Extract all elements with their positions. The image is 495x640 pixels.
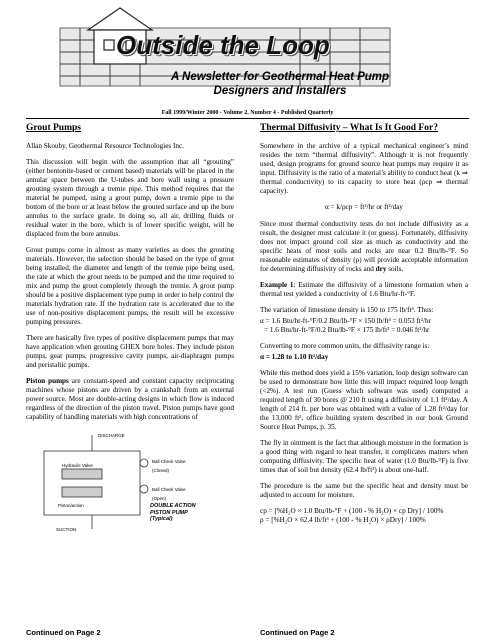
- newsletter-subtitle: [150, 70, 410, 98]
- label-suction: SUCTION: [56, 527, 77, 532]
- article-heading: Thermal Diffusivity – What Is It Good For?: [260, 123, 438, 133]
- continued-left: Continued on Page 2: [26, 628, 101, 637]
- issue-line: Fall 1999/Winter 2000 - Volume 2, Number 4 - Published Quarterly: [161, 110, 334, 116]
- calc-line: = 1.6 Btu/hr-ft-°F/0.2 Btu/lb-°F × 175 lb/ft³ = 0.046 ft²/hr: [264, 326, 430, 334]
- pump-schematic-icon: [26, 429, 234, 534]
- label-ball-open: Ball Check Valve (Open): [152, 487, 186, 501]
- formula-cp: cp = [%H₂O × 1.0 Btu/lb-°F + (100 - % H₂O) × cp Dry] / 100%: [260, 507, 444, 515]
- paragraph-text: : Estimate the diffusivity of a limestone formation when a thermal test yielded a conductivity of 1.6 Btu/hr-ft-°F.: [260, 281, 469, 298]
- paragraph: Converting to more common units, the diffusivity range is:: [260, 342, 430, 350]
- author-line: Allan Skouby, Geothermal Resource Technologies Inc.: [26, 142, 184, 150]
- label-discharge: DISCHARGE: [98, 433, 125, 438]
- caption-line: (Typical): [150, 516, 173, 522]
- newsletter-title: Outside the Loop: [116, 30, 330, 60]
- result-line: α = 1.28 to 1.10 ft²/day: [260, 353, 329, 361]
- paragraph: [26, 377, 234, 422]
- article-heading: Grout Pumps: [26, 123, 81, 133]
- emphasis: dry: [375, 265, 387, 273]
- paragraph-text: Since most thermal conductivity tests do not include diffusivity as a result, the designer must calculate it (or guess). Fortunately, diffusivity does not impact ground coil size as much as conductivity and the specific heats of most soils and rocks are near 0.2 Btu/lb-°F. So reasonable estimates of density (ρ) will provide acceptable information for determining diffusivity of rocks and: [260, 220, 468, 273]
- paragraph: This discussion will begin with the assumption that all “grouting” (either bentonite-based or cement based) materials will be placed in the annular space between the U-tubes and bore wall using a pressure grouting system through a tremie pipe. This method requires that the material be pumped, using a grout pump, down a tremie pipe to the bottom of the bore or at least below the grouted surface and up the bore annulus to the surface grade. In doing so, all air, drilling fluids or residual water in the bore, which is of lower specific weight, will be displaced from the bore annulus.: [26, 158, 234, 238]
- paragraph: The fly in ointment is the fact that although moisture in the formation is a good thing with regard to heat transfer, it complicates matters when computing diffusivity. The specific heat of water (1.0 Btu/lb-°F) is five times that of soil but density (62.4 lb/ft³) is about one-half.: [260, 439, 468, 474]
- label-ball-closed: Ball Check Valve (Closed): [152, 459, 186, 473]
- piston-pump-diagram: [26, 429, 234, 534]
- calc-line: α = 1.6 Btu/hr-ft-°F/0.2 Btu/lb-°F × 150 lb/ft³ = 0.053 ft²/hr: [260, 317, 431, 325]
- diagram-caption: [150, 503, 196, 523]
- label-hydraulic: Hydraulic Valve: [62, 463, 93, 468]
- paragraph-text: are constant-speed and constant capacity reciprocating machines whose pistons are driven by a crankshaft from an external power source. Most are double-acting designs in which flow is induced regardless of the direction of the piston travel. Piston pumps have good capability of handling materials with high concentrations of: [26, 377, 234, 421]
- paragraph: Grout pumps come in almost as many varieties as does the grouting materials. However, the selection should be based on the type of grout being installed, the diameter and length of the tremie pipe being used, the rate at which the grout needs to be pumped and the time required to mix and pump the grout completely through the tremie. A grout pump should be a positive displacement type pump in order to help control the materials hydration rate. If the hydration rate is accelerated due to the use of non-positive displacement pumps, the result will be excessive pumping pressures.: [26, 246, 234, 326]
- caption-line: PISTON PUMP: [150, 509, 188, 516]
- divider: [26, 118, 469, 119]
- paragraph: While this method does yield a 15% variation, loop design software can be used to demonstrate how little this will impact required loop length (<2%). A test run (Guess which software was used) computed a required length of 30 bores @ 210 ft using a diffusivity of 1.1 ft²/day. A length of 214 ft. per bore was obtained with a value of 1.28 ft²/day for the 13,000 ft², office building system described in our book Ground Source Heat Pumps, p. 35.: [260, 369, 468, 431]
- paragraph-text: soils.: [386, 265, 404, 273]
- lead-term: Piston pumps: [26, 377, 69, 385]
- subtitle-line-2: Designers and Installers: [213, 85, 347, 97]
- paragraph: There are basically five types of positive displacement pumps that may have application when grouting GHEX bore holes. They include piston pumps, gear pumps, progressive cavity pumps, air-diaphragm pumps and peristaltic pumps.: [26, 334, 234, 369]
- subtitle-line-1: A Newsletter for Geothermal Heat Pump: [170, 71, 390, 83]
- continued-right: Continued on Page 2: [260, 628, 335, 637]
- paragraph: Somewhere in the archive of a typical mechanical engineer’s mind resides the term “thermal diffusivity”. Although it is not frequently used, design programs for ground source heat pumps may require it as input. Diffusivity is the ratio of a material’s ability to conduct heat (k ⇒ thermal conductivity) to its capacity to store heat (ρcp ⇒ thermal capacity).: [260, 142, 468, 195]
- formula-rho: ρ = [%H₂O × 62.4 lb/ft³ + (100 - % H₂O) × ρDry] / 100%: [260, 516, 426, 524]
- paragraph: [260, 220, 468, 274]
- equation: α = k/ρcp = ft²/hr or ft²/day: [324, 203, 404, 211]
- paragraph: [260, 281, 468, 299]
- label-piston: Piston/action: [58, 503, 84, 508]
- paragraph: The variation of limestone density is 150 to 175 lb/ft³. Thus:: [260, 306, 434, 314]
- example-label: Example 1: [260, 281, 294, 289]
- thermal-diffusivity-article: [260, 124, 468, 525]
- grout-pumps-article: [26, 124, 234, 534]
- caption-line: DOUBLE ACTION: [150, 503, 196, 509]
- masthead: [0, 0, 495, 112]
- paragraph: The procedure is the same but the specific heat and density must be adjusted to account for moisture.: [260, 482, 468, 499]
